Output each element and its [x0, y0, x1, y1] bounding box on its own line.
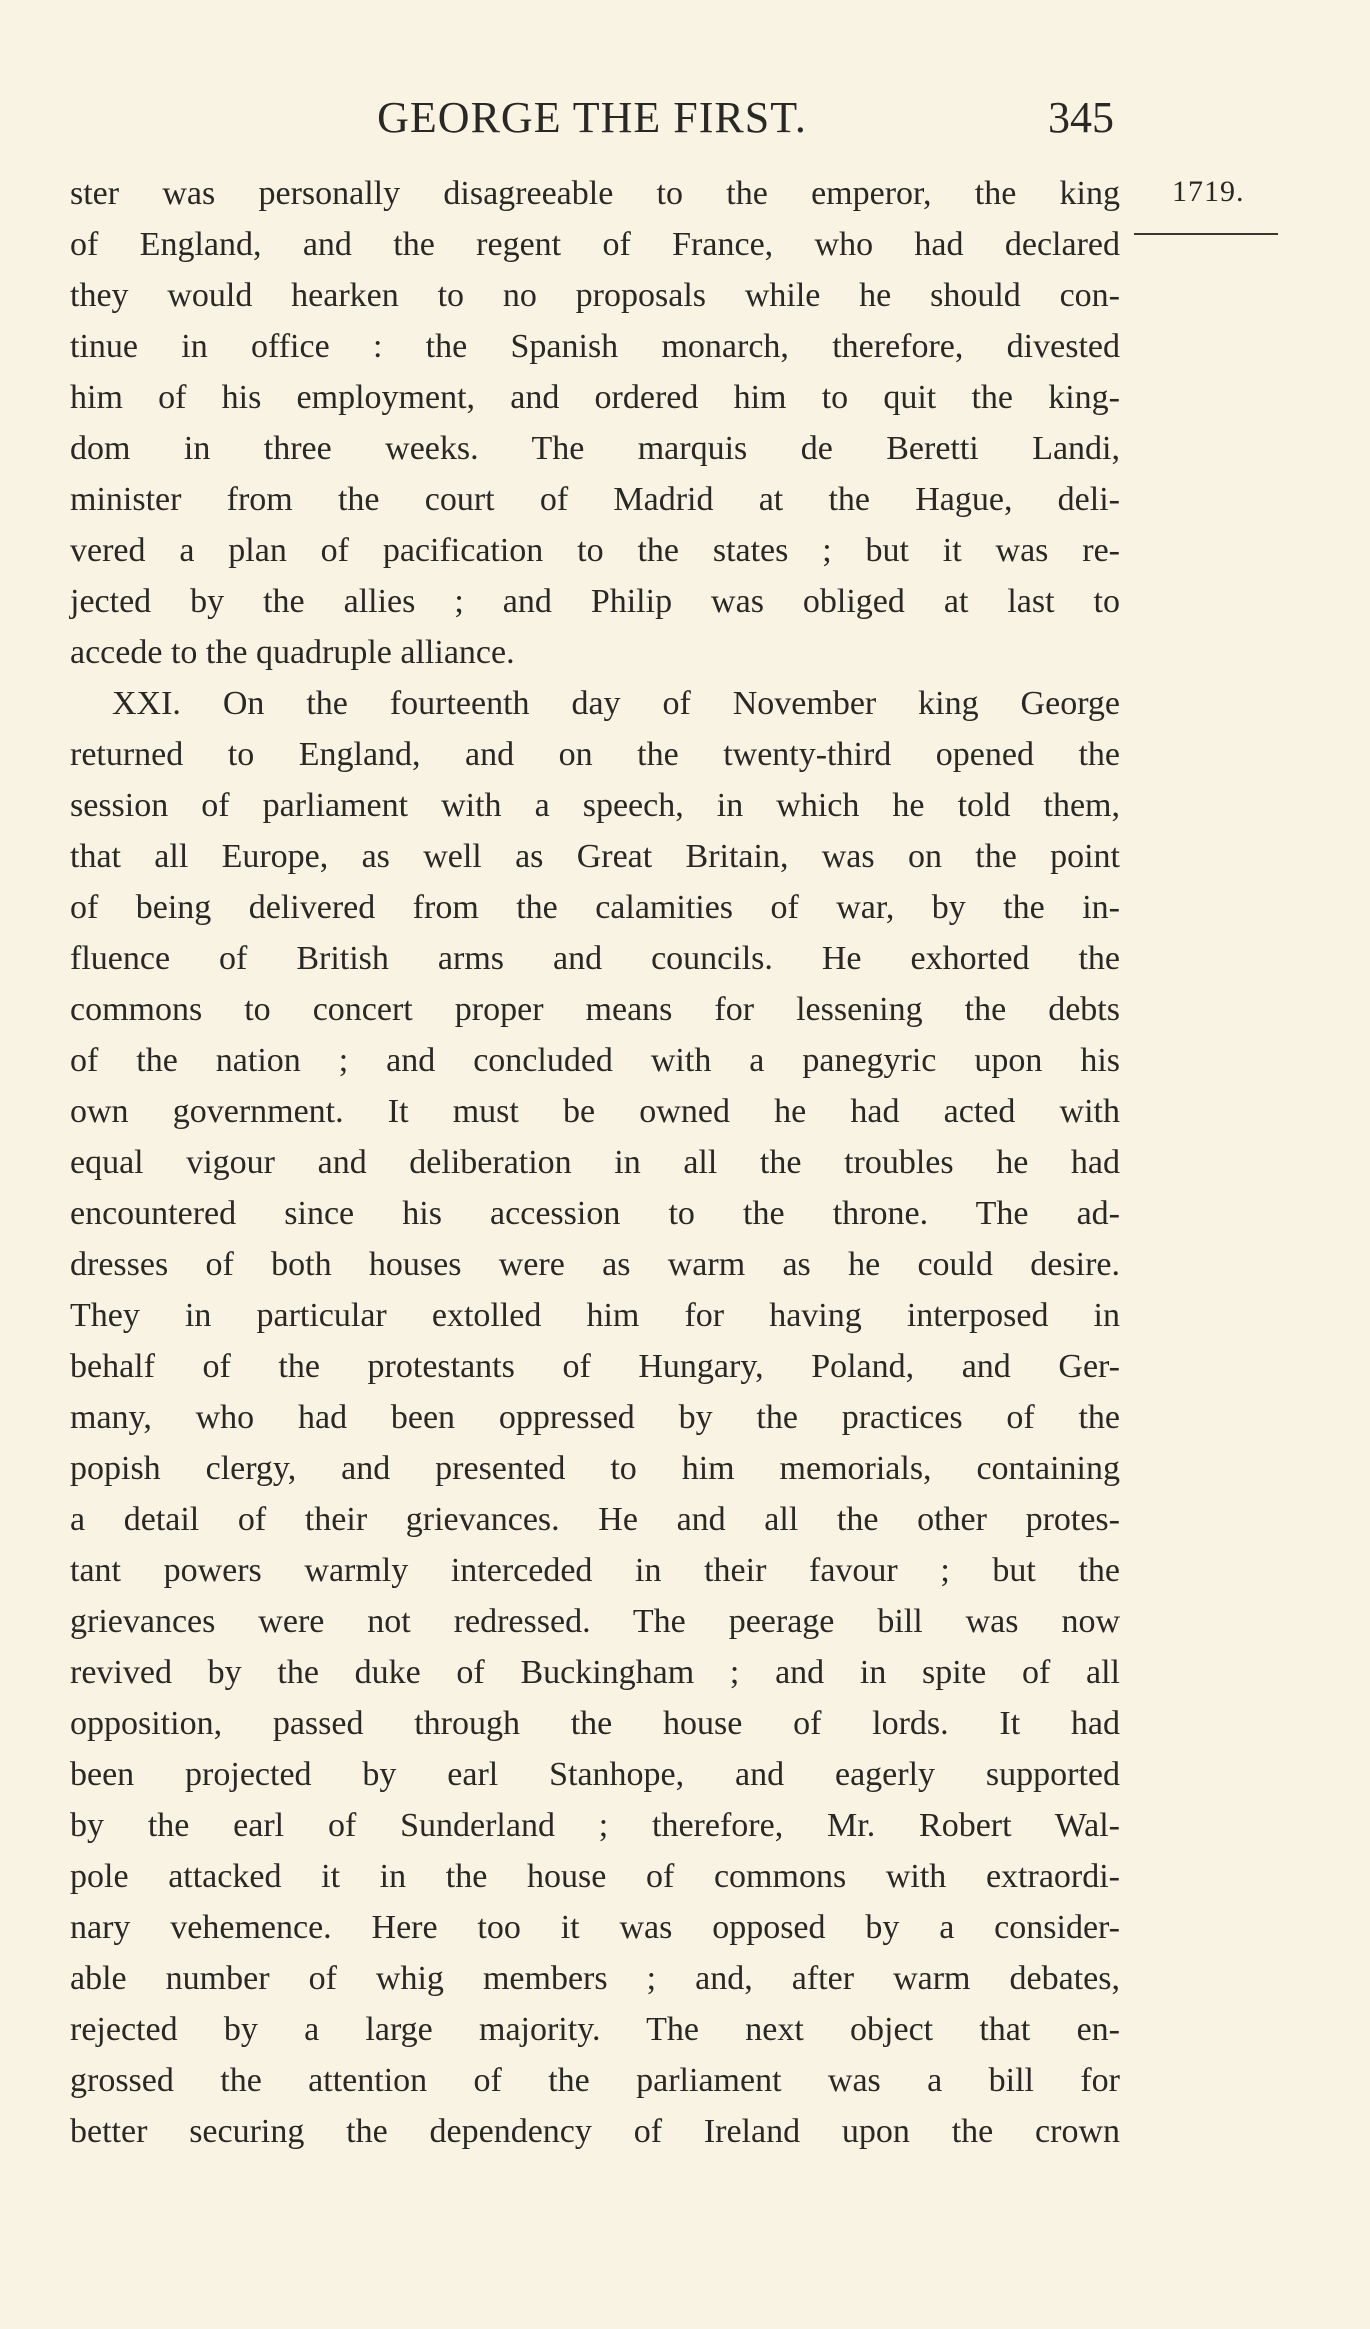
text-line: grossed the attention of the parliament was a bill for: [70, 2062, 1120, 2099]
section-start-line: XXI. On the fourteenth day of November king George: [112, 685, 1120, 722]
text-line: of being delivered from the calamities of war, by the in-: [70, 889, 1120, 926]
text-line: revived by the duke of Buckingham ; and in spite of all: [70, 1654, 1120, 1691]
text-line: returned to England, and on the twenty-third opened the: [70, 736, 1120, 773]
text-line: ster was personally disagreeable to the emperor, the king: [70, 175, 1120, 212]
text-line: of the nation ; and concluded with a panegyric upon his: [70, 1042, 1120, 1079]
text-line: many, who had been oppressed by the practices of the: [70, 1399, 1120, 1436]
running-title: GEORGE THE FIRST.: [377, 93, 807, 142]
text-line: that all Europe, as well as Great Britain, was on the point: [70, 838, 1120, 875]
text-line: minister from the court of Madrid at the Hague, deli-: [70, 481, 1120, 518]
page-number: 345: [1048, 93, 1114, 142]
text-line: tinue in office : the Spanish monarch, therefore, divested: [70, 328, 1120, 365]
margin-rule: [1134, 233, 1278, 235]
text-line: pole attacked it in the house of commons with extraordi-: [70, 1858, 1120, 1895]
text-line: dom in three weeks. The marquis de Beretti Landi,: [70, 430, 1120, 467]
text-line: him of his employment, and ordered him to quit the king-: [70, 379, 1120, 416]
text-line: behalf of the protestants of Hungary, Poland, and Ger-: [70, 1348, 1120, 1385]
text-line: grievances were not redressed. The peerage bill was now: [70, 1603, 1120, 1640]
text-line: of England, and the regent of France, who had declared: [70, 226, 1120, 263]
text-line: dresses of both houses were as warm as he could desire.: [70, 1246, 1120, 1283]
text-line: been projected by earl Stanhope, and eagerly supported: [70, 1756, 1120, 1793]
text-line: fluence of British arms and councils. He exhorted the: [70, 940, 1120, 977]
text-line: nary vehemence. Here too it was opposed by a consider-: [70, 1909, 1120, 1946]
text-line: rejected by a large majority. The next object that en-: [70, 2011, 1120, 2048]
text-line: vered a plan of pacification to the states ; but it was re-: [70, 532, 1120, 569]
text-line: session of parliament with a speech, in which he told them,: [70, 787, 1120, 824]
margin-year-note: 1719.: [1172, 175, 1245, 208]
text-line: encountered since his accession to the throne. The ad-: [70, 1195, 1120, 1232]
text-line: better securing the dependency of Ireland upon the crown: [70, 2113, 1120, 2150]
running-head: [70, 88, 1114, 148]
text-line: commons to concert proper means for lessening the debts: [70, 991, 1120, 1028]
text-line: jected by the allies ; and Philip was obliged at last to: [70, 583, 1120, 620]
text-line: own government. It must be owned he had acted with: [70, 1093, 1120, 1130]
text-line: tant powers warmly interceded in their favour ; but the: [70, 1552, 1120, 1589]
text-line: able number of whig members ; and, after warm debates,: [70, 1960, 1120, 1997]
text-line: they would hearken to no proposals while he should con-: [70, 277, 1120, 314]
text-line: equal vigour and deliberation in all the troubles he had: [70, 1144, 1120, 1181]
text-line: a detail of their grievances. He and all the other protes-: [70, 1501, 1120, 1538]
text-line: popish clergy, and presented to him memorials, containing: [70, 1450, 1120, 1487]
paragraph-end-line: accede to the quadruple alliance.: [70, 634, 515, 671]
text-line: They in particular extolled him for having interposed in: [70, 1297, 1120, 1334]
body-text: [70, 168, 1120, 2157]
text-line: opposition, passed through the house of lords. It had: [70, 1705, 1120, 1742]
text-line: by the earl of Sunderland ; therefore, Mr. Robert Wal-: [70, 1807, 1120, 1844]
